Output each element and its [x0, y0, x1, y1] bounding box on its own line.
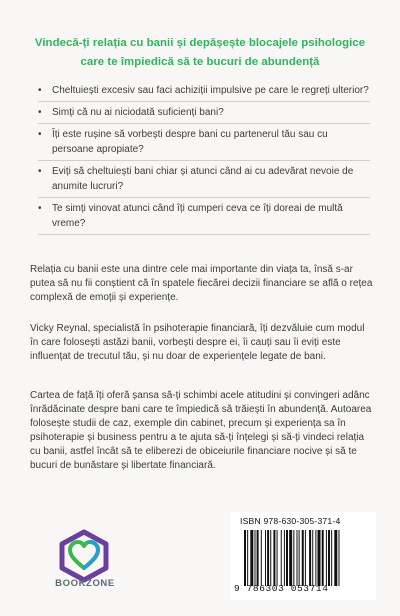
- publisher-name: BOOKZONE: [55, 578, 115, 589]
- body-paragraph: Relația cu banii este una dintre cele mai importante din viața ta, însă s-ar putea să nu fii conștient că în spatele fiecărei decizii financiare se află o rețea complexă de emoții și experiențe.: [30, 264, 373, 303]
- list-item: • Simți că nu ai niciodată suficienți bani?: [38, 105, 370, 124]
- isbn-text: ISBN 978-630-305-371-4: [240, 516, 341, 526]
- ean-text: 9 786303 053714: [234, 583, 329, 594]
- headline: Vindecă-ți relația cu banii și depășește blocajele psihologice care te împiedică să te bucuri de abundență: [34, 37, 366, 68]
- barcode: [230, 512, 376, 600]
- list-item: • Eviți să cheltuiești bani chiar și atunci când ai cu adevărat nevoie de anumite lucruri?: [38, 164, 370, 198]
- barcode-bars: [244, 530, 370, 586]
- list-item: • Te simți vinovat atunci când îți cumperi ceva ce îți doreai de multă vreme?: [38, 201, 370, 235]
- body-paragraph: Cartea de față îți oferă șansa să-ți schimbi acele atitudini și convingeri adânc înrădăcinate despre bani care te împiedică să trăiești în abundență. Autoarea folosește studii de caz, exemple din cabinet, precum și experiența sa în psihoterapie și business pentru a te ajuta să-ți înțelegi și să-ți vindeci relația cu banii, astfel încât să te eliberezi de obiceiurile financiare nocive și să te bucuri de bunăstare și libertate financiară.: [30, 390, 372, 471]
- body-paragraph: Vicky Reynal, specialistă în psihoterapie financiară, îți dezvăluie cum modul în care folosești astăzi banii, vorbești despre ei, îi cauți sau îi eviți este influențat de trecutul tău, și nu doar de experiențele legate de bani.: [30, 323, 365, 362]
- list-item: • Cheltuiești excesiv sau faci achiziții impulsive pe care le regreți ulterior?: [38, 83, 370, 102]
- question-list: [38, 83, 370, 238]
- list-item: • Îți este rușine să vorbești despre bani cu partenerul tău sau cu persoane apropiate?: [38, 127, 370, 161]
